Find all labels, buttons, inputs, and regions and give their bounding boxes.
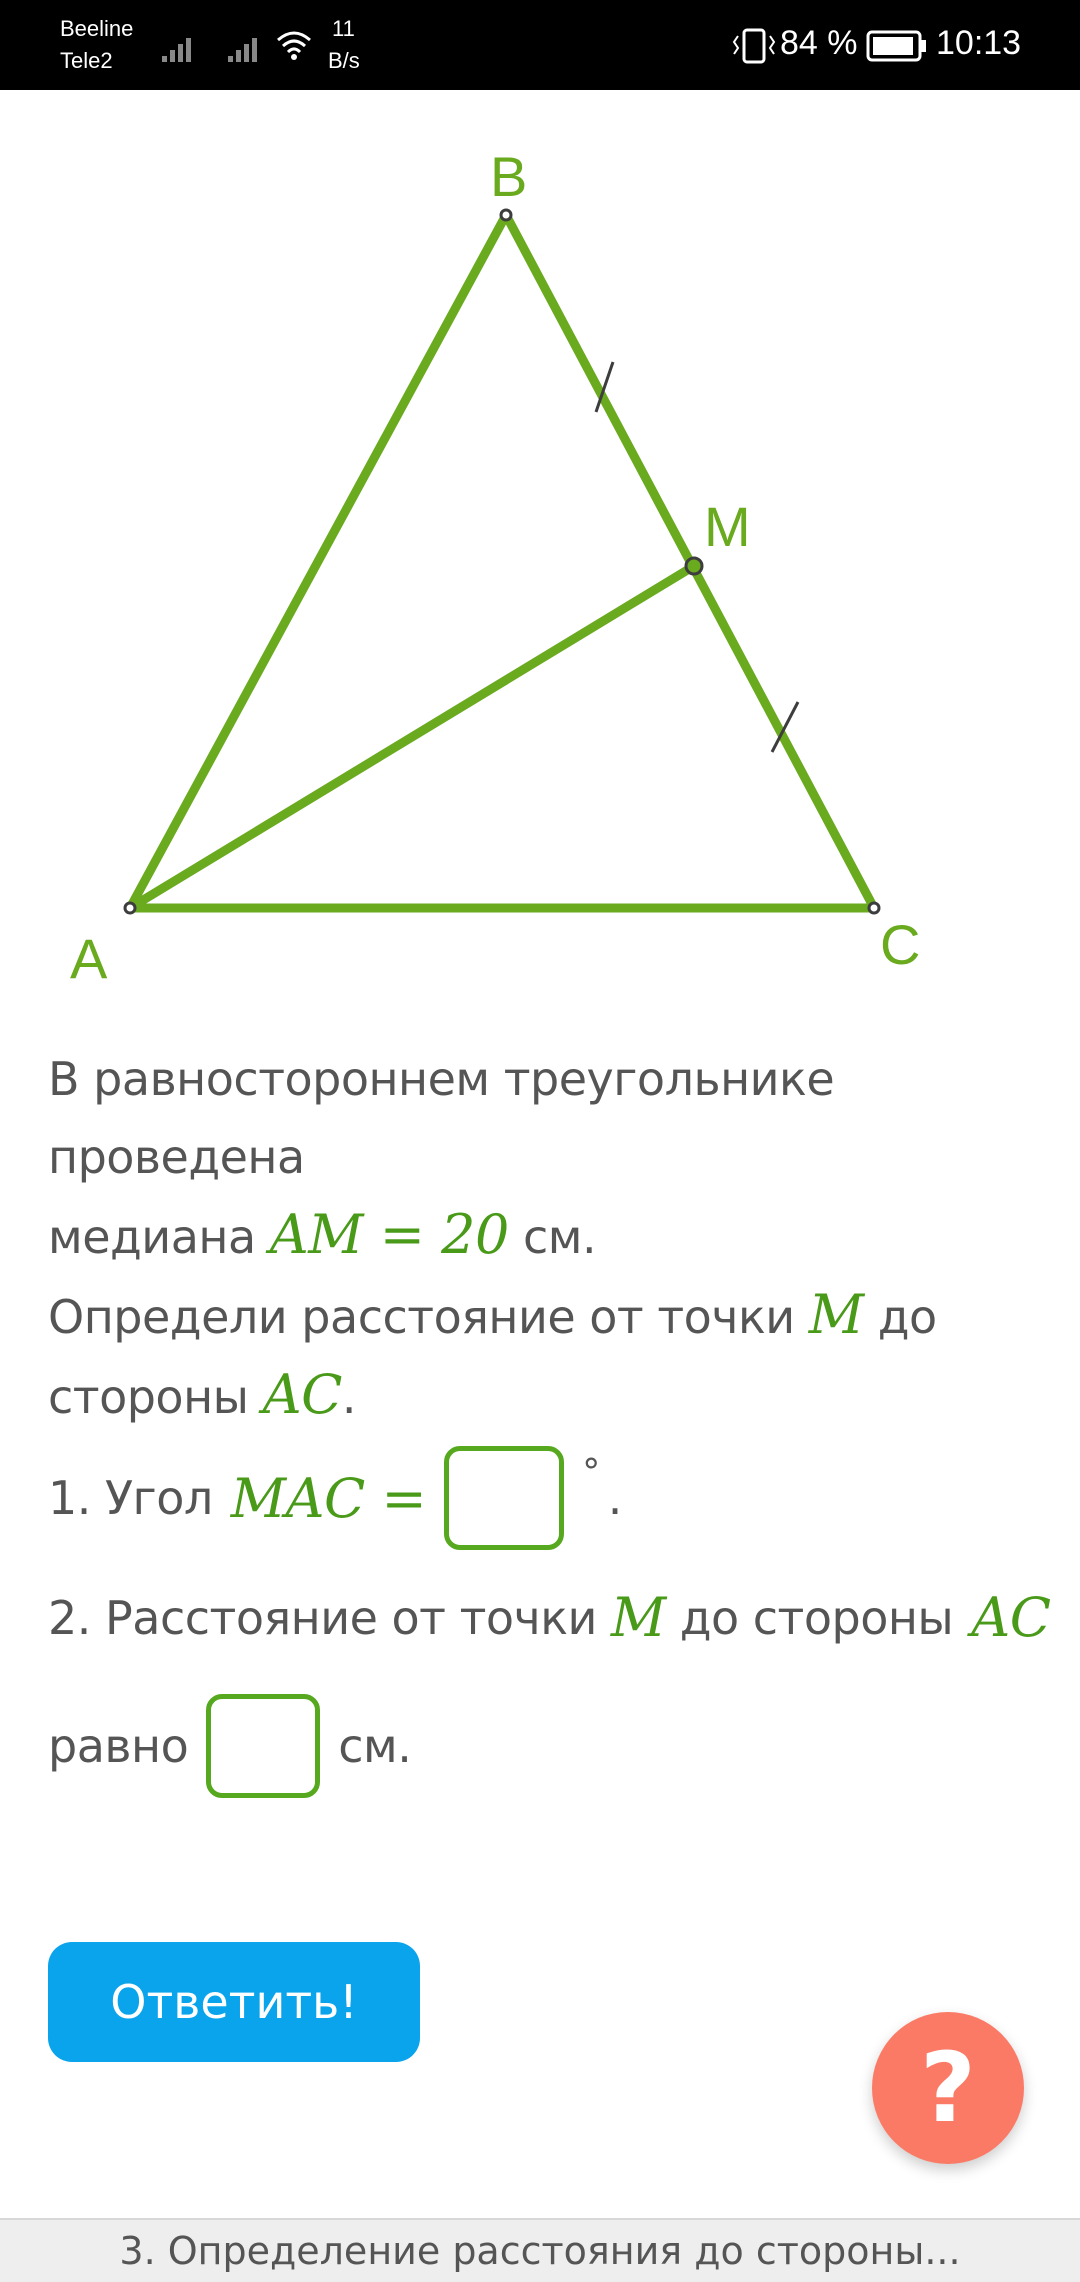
signal-icon — [160, 36, 200, 64]
submit-answer-button[interactable]: Ответить! — [48, 1942, 420, 2062]
triangle-figure — [0, 100, 1080, 1000]
exercise-title-bar — [0, 2218, 1080, 2282]
vibrate-icon — [732, 28, 776, 64]
task-line-3: Определи расстояние от точки M до — [48, 1283, 937, 1346]
q1-prefix: 1. Угол — [48, 1471, 213, 1525]
status-bar — [0, 0, 1080, 90]
q1-period: . — [607, 1471, 622, 1525]
q2-line2-prefix: равно — [48, 1719, 189, 1773]
distance-answer-input[interactable] — [206, 1694, 320, 1798]
label-m: M — [704, 495, 751, 558]
task-statement — [48, 1040, 1038, 1436]
question-mark-icon: ? — [920, 2032, 976, 2144]
q2-prefix: 2. Расстояние от точки — [48, 1590, 597, 1645]
q2-unit: см. — [338, 1719, 412, 1773]
q2-middle: до стороны — [679, 1590, 954, 1645]
median-am — [130, 566, 694, 908]
battery-percent: 84 % — [780, 24, 858, 62]
carrier-1: Beeline — [60, 16, 134, 41]
task-line-4: стороны AC. — [48, 1363, 357, 1426]
question-1 — [48, 1446, 622, 1550]
side-ab — [130, 215, 506, 908]
carrier-2: Tele2 — [60, 48, 113, 73]
help-button[interactable] — [872, 2012, 1024, 2164]
exercise-title: 3. Определение расстояния до стороны... — [119, 2229, 961, 2273]
wifi-icon — [274, 28, 314, 62]
task-line-1: В равностороннем треугольнике проведена — [48, 1052, 835, 1184]
signal-icon-2 — [226, 36, 266, 64]
q2-math-m: M — [610, 1586, 666, 1649]
label-a: A — [70, 927, 108, 990]
question-2-line-2 — [48, 1694, 411, 1798]
label-c: C — [880, 913, 921, 976]
clock: 10:13 — [936, 24, 1022, 62]
point-b — [501, 210, 511, 220]
point-m — [686, 558, 702, 574]
degree-sign: ° — [582, 1451, 600, 1493]
math-ac: AC — [262, 1363, 342, 1426]
angle-answer-input[interactable] — [444, 1446, 564, 1550]
battery-icon — [866, 30, 928, 62]
net-speed-unit: B/s — [328, 48, 360, 73]
math-am-20: AM = 20 — [269, 1203, 509, 1266]
question-2-line-1 — [48, 1586, 1051, 1649]
math-m: M — [808, 1283, 864, 1346]
net-speed-value: 11 — [332, 16, 355, 41]
q2-math-ac: AC — [971, 1586, 1051, 1649]
q1-math-mac: MAC = — [230, 1466, 427, 1530]
task-line-2: медиана AM = 20 см. — [48, 1203, 597, 1266]
label-b: B — [490, 145, 528, 208]
point-a — [125, 903, 135, 913]
point-c — [869, 903, 879, 913]
